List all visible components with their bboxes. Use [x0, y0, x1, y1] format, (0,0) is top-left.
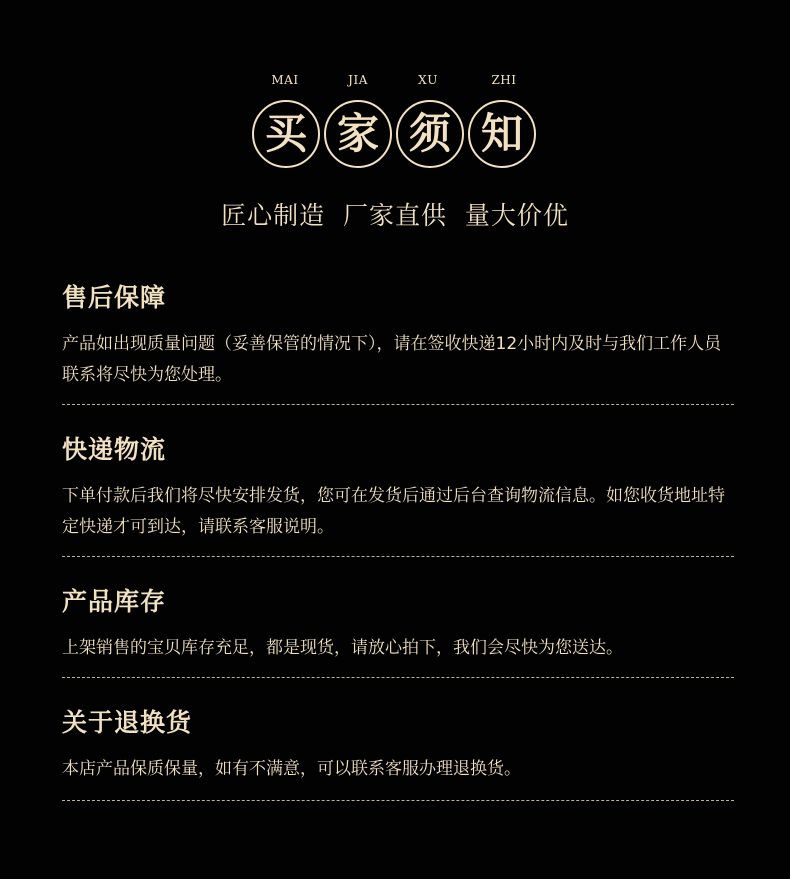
section-divider	[62, 800, 734, 801]
section-body: 产品如出现质量问题（妥善保管的情况下），请在签收快递12小时内及时与我们工作人员联系将尽快为您处理。	[62, 334, 722, 385]
pinyin-mai: MAI	[271, 73, 299, 87]
pinyin-zhi: ZHI	[491, 73, 517, 87]
section-title: 快递物流	[62, 435, 167, 464]
title-char-mai: 买	[252, 100, 320, 168]
section-after-sales	[62, 283, 734, 391]
section-title: 产品库存	[62, 587, 167, 616]
pinyin-jia: JIA	[348, 73, 368, 87]
section-divider	[62, 556, 734, 557]
pinyin-xu: XU	[418, 73, 438, 87]
section-stock	[62, 587, 734, 664]
subtitle-slogan: 匠心制造 厂家直供 量大价优	[221, 201, 569, 230]
page-title	[250, 100, 540, 172]
section-divider	[62, 677, 734, 678]
title-char-jia: 家	[324, 100, 392, 168]
section-body: 上架销售的宝贝库存充足，都是现货，请放心拍下，我们会尽快为您送达。	[62, 638, 623, 658]
section-shipping	[62, 435, 734, 543]
section-divider	[62, 404, 734, 405]
section-title: 关于退换货	[62, 708, 193, 737]
title-char-zhi: 知	[468, 100, 536, 168]
section-body: 下单付款后我们将尽快安排发货，您可在发货后通过后台查询物流信息。如您收货地址特定快递才可到达，请联系客服说明。	[62, 486, 725, 537]
section-returns	[62, 708, 734, 785]
section-title: 售后保障	[62, 283, 167, 312]
pinyin-row	[250, 73, 540, 89]
section-body: 本店产品保质保量，如有不满意，可以联系客服办理退换货。	[62, 759, 521, 779]
title-char-xu: 须	[396, 100, 464, 168]
